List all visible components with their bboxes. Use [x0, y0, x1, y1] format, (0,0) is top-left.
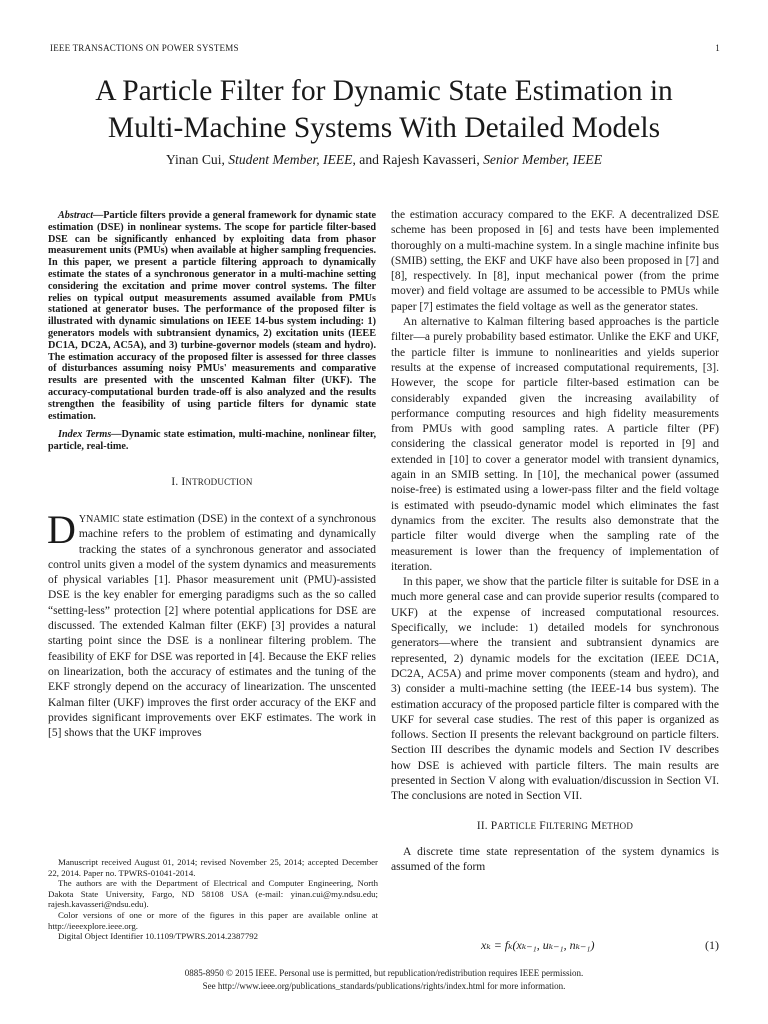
paper-title — [40, 73, 728, 147]
section-1-number: I. — [171, 475, 179, 488]
section-2-number: II. — [476, 819, 488, 832]
author-2-affiliation: Senior Member, IEEE — [483, 152, 603, 167]
footer-line-2: See http://www.ieee.org/publications_standards/publications/rights/index.html for more information. — [202, 980, 566, 991]
section-2-heading — [391, 820, 719, 832]
section-2-word-2-initial: F — [539, 819, 546, 832]
section-1-heading — [48, 476, 376, 488]
abstract-text: Particle filters provide a general framework for dynamic state estimation (DSE) in nonlinear systems. The scope for particle filter-based DSE can be significantly enhanced by exploiting data from phasor measurement units (PMUs) when available at higher sampling frequencies. In this paper, we present a particle filtering approach to dynamically estimate the states of a synchronous generator in a multi-machine setting considering the excitation and prime mover control systems. The filter relies on typical output measurements assumed available from PMUs stationed at generator buses. The performance of the proposed filter is illustrated with dynamic simulations on IEEE 14-bus system including: 1) generators models with subtransient dynamics, 2) excitation units (IEEE DC1A, DC2A, AC5A), and 3) turbine-governor models (steam and hydro). The estimation accuracy of the proposed filter is assessed for three classes of disturbances assuming noisy PMUs' measurements and comparative results are presented with the unscented Kalman filter (UKF). The accuracy-computational burden trade-off is also analyzed and the results strengthen the feasibility of using particle filters for dynamic state estimation. — [48, 210, 376, 422]
intro-paragraph-1 — [47, 506, 376, 741]
page-number: 1 — [715, 43, 720, 53]
running-head — [50, 43, 720, 55]
footnote-authors: The authors are with the Department of Electrical and Computer Engineering, North Dakota State University, Fargo, ND 58108 USA (e-mail: yinan.cui@my.ndsu.edu; rajesh.kavasseri@ndsu.edu). — [48, 878, 378, 910]
section-2-word-3-rest: ETHOD — [601, 820, 634, 831]
section-2-word-2-rest: ILTERING — [545, 820, 589, 831]
section-2-word-1-rest: ARTICLE — [497, 820, 537, 831]
footnote-color: Color versions of one or more of the figures in this paper are available online at http://ieeexplore.ieee.org. — [48, 909, 378, 931]
section-1-title-initial: I — [181, 475, 186, 488]
right-paragraph-2: An alternative to Kalman filtering based approaches is the particle filter—a purely probability based estimator. Unlike the EKF and UKF, the particle filter is immune to nonlinearities and yields superior results at the expense of increased computational requirements, [3]. However, the scope for particle filter-based estimation can be considerably expanded given the increasing availability of performance computing resources and high fidelity measurements from PMUs with good sampling rates. A particle filter (PF) considering the classical generator model is reported in [9] and extended in [10] to cover a generator model with transient dynamics, again in an SMIB setting. In [10], the mechanical power (assumed noise-free) is estimated using a lower-pass filter and the field voltage is estimated with pseudo-dynamic model which eliminates the fast dynamics from the exciter. The results also demonstrate that the particle filter would diverge when the sampling rate of the measurement is lower than the frequency of implementation of iteration. — [391, 316, 719, 573]
footer-line-1: 0885-8950 © 2015 IEEE. Personal use is permitted, but republication/redistribution requires IEEE permission. — [184, 968, 584, 978]
footnote-manuscript: Manuscript received August 01, 2014; revised November 25, 2014; accepted December 22, 2014. Paper no. TPWRS-01041-2014. — [48, 857, 378, 878]
author-1: Yinan Cui — [165, 152, 222, 167]
right-paragraph-4: A discrete time state representation of the system dynamics is assumed of the form — [391, 845, 719, 873]
section-1-title-rest: NTRODUCTION — [185, 476, 253, 487]
copyright-footer — [40, 967, 728, 992]
author-2: Rajesh Kavasseri — [382, 152, 477, 167]
equation-1 — [391, 938, 719, 956]
section-2-word-1-initial: P — [490, 819, 498, 832]
abstract-label: Abstract— — [58, 210, 104, 221]
intro-paragraph-1-text: state estimation (DSE) in the context of a synchronous machine refers to the problem of estimating and dynamically tracking the states of a synchronous generator and associated control units given a model of the system dynamics and measurements of physical variables [1]. Phasor measurement unit (PMU)-assisted DSE is the key enabler for emerging paradigms such as the so called “setting-less” protection [2] where potential applications for DSE are discussed. The extended Kalman filter (EKF) [3] provides a natural starting point since the DSE is a nonlinear filtering problem. The feasibility of EKF for DSE was reported in [4]. Because the EKF relies on linearization, both the accuracy of estimates and the tuning of the EKF strongly depend on the accuracy of linearization. The unscented Kalman filter (UKF) improves the first order accuracy of the EKF and provides significant improvements over EKF estimates. The work in [5] shows that the UKF improves — [48, 512, 376, 740]
author-1-affiliation: Student Member, IEEE — [228, 152, 353, 167]
abstract — [48, 210, 376, 422]
right-paragraph-3: In this paper, we show that the particle filter is suitable for DSE in a much more general case and can provide superior results (compared to UKF) at the expense of increased computational resources. Specifically, we include: 1) detailed models for synchronous generators—where the transient and subtransient dynamics are represented, 2) dynamic models for the excitation (IEEE DC1A, DC2A, AC5A) and prime mover components (steam and hydro), and 3) consider a multi-machine setting (the IEEE-14 bus system). The estimation accuracy of the proposed particle filter is compared with the UKF for several case studies. The rest of this paper is organized as follows. Section II presents the relevant background on particle filters. Section III describes the dynamic models and Section IV describes how DSE is achieved with particle filters. The main results are presented in Section V along with evaluation/discussion in Section VI. The conclusions are noted in Section VII. — [391, 576, 719, 803]
footnote-doi: Digital Object Identifier 10.1109/TPWRS.2014.2387792 — [58, 931, 259, 942]
right-paragraph-1: the estimation accuracy compared to the EKF. A decentralized DSE scheme has been proposed in [6] and tests have been implemented thoroughly on a multi-machine system. In a single machine infinite bus (SMIB) setting, the EKF and UKF have also been proposed in [7] and [8], respectively. In [8], input mechanical power (from the prime mover) and field voltage are assumed to be accessible to PMUs while paper [7] estimates the field voltage as well as the generator states. — [391, 209, 720, 313]
first-page-footnotes — [48, 857, 378, 942]
index-terms — [48, 429, 376, 453]
right-column — [391, 208, 719, 875]
left-column — [48, 210, 376, 741]
author-conjunction: , and — [352, 152, 383, 167]
section-2-word-3-initial: M — [591, 819, 602, 832]
title-line-2: Multi-Machine Systems With Detailed Models — [107, 112, 661, 144]
journal-name: IEEE TRANSACTIONS ON POWER SYSTEMS — [50, 43, 239, 53]
author-line: Yinan Cui, Student Member, IEEE, and Rajesh Kavasseri, Senior Member, IEEE — [165, 152, 603, 167]
index-terms-label: Index Terms— — [58, 429, 122, 441]
equation-1-number: (1) — [705, 938, 719, 952]
equation-1-expression: xₖ = fₖ(xₖ₋₁, uₖ₋₁, nₖ₋₁) — [481, 938, 595, 952]
title-line-1: A Particle Filter for Dynamic State Estimation in — [95, 75, 673, 107]
dropcap-letter: D — [47, 506, 76, 552]
index-terms-text: Dynamic state estimation, multi-machine, nonlinear filter, particle, real-time. — [48, 429, 376, 453]
intro-first-word-rest: YNAMIC — [78, 513, 120, 525]
